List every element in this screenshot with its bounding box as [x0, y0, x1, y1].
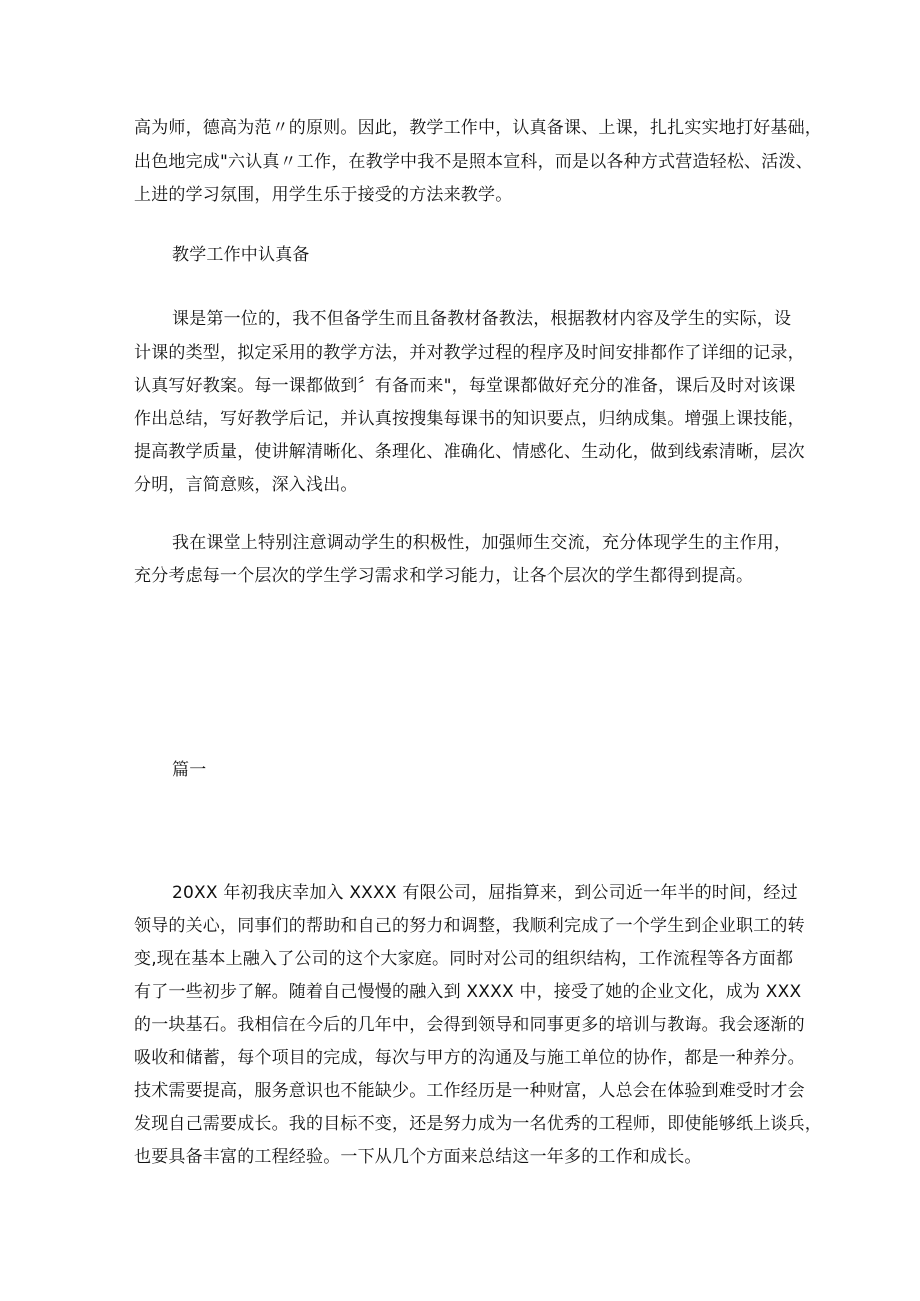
text-line: 认真写好教案。每一课都做到〞有备而来"，每堂课都做好充分的准备，课后及时对该课: [134, 376, 796, 396]
text-line: 吸收和储蓄，每个项目的完成，每次与甲方的沟通及与施工单位的协作，都是一种养分。: [134, 1048, 805, 1068]
text-line: 提高教学质量，使讲解清晰化、条理化、准确化、情感化、生动化，做到线索清晰，层次: [134, 442, 805, 462]
text-line: 计课的类型，拟定采用的教学方法，并对教学过程的程序及时间安排都作了详细的记录，: [134, 343, 805, 363]
text-line: 领导的关心，同事们的帮助和自己的努力和调整，我顺利完成了一个学生到企业职工的转: [134, 916, 805, 936]
text-line: 分明，言简意赅，深入浅出。: [134, 475, 358, 495]
text-line: 课是第一位的，我不但备学生而且备教材备教法，根据教材内容及学生的实际，设: [172, 309, 792, 329]
text-line: 充分考虑每一个层次的学生学习需求和学习能力，让各个层次的学生都得到提高。: [134, 566, 754, 586]
text-line: 出色地完成"六认真〃工作，在教学中我不是照本宣科，而是以各种方式营造轻松、活泼、: [134, 152, 813, 172]
text-line: 也要具备丰富的工程经验。一下从几个方面来总结这一年多的工作和成长。: [134, 1147, 702, 1167]
text-line: 发现自己需要成长。我的目标不变，还是努力成为一名优秀的工程师，即使能够纸上谈兵，: [134, 1114, 822, 1134]
section-title: 篇一: [172, 760, 207, 780]
text-line: 上进的学习氛围，用学生乐于接受的方法来教学。: [134, 185, 513, 205]
text-line: 的一块基石。我相信在今后的几年中，会得到领导和同事更多的培训与教诲。我会逐渐的: [134, 1015, 805, 1035]
text-line: 变,现在基本上融入了公司的这个大家庭。同时对公司的组织结构，工作流程等各方面都: [134, 949, 794, 969]
text-line: 我在课堂上特别注意调动学生的积极性，加强师生交流，充分体现学生的主作用，: [172, 533, 792, 553]
text-line: 20XX 年初我庆幸加入 XXXX 有限公司，屈指算来，到公司近一年半的时间，经过: [172, 883, 798, 903]
text-line: 作出总结，写好教学后记，并认真按搜集每课书的知识要点，归纳成集。增强上课技能，: [134, 409, 805, 429]
text-line: 有了一些初步了解。随着自己慢慢的融入到 XXXX 中，接受了她的企业文化，成为 XXX: [134, 982, 802, 1002]
text-line: 技术需要提高，服务意识也不能缺少。工作经历是一种财富，人总会在体验到难受时才会: [134, 1081, 805, 1101]
section-heading: 教学工作中认真备: [172, 245, 310, 265]
text-line: 高为师，德高为范〃的原则。因此，教学工作中，认真备课、上课，扎扎实实地打好基础，: [134, 118, 822, 138]
